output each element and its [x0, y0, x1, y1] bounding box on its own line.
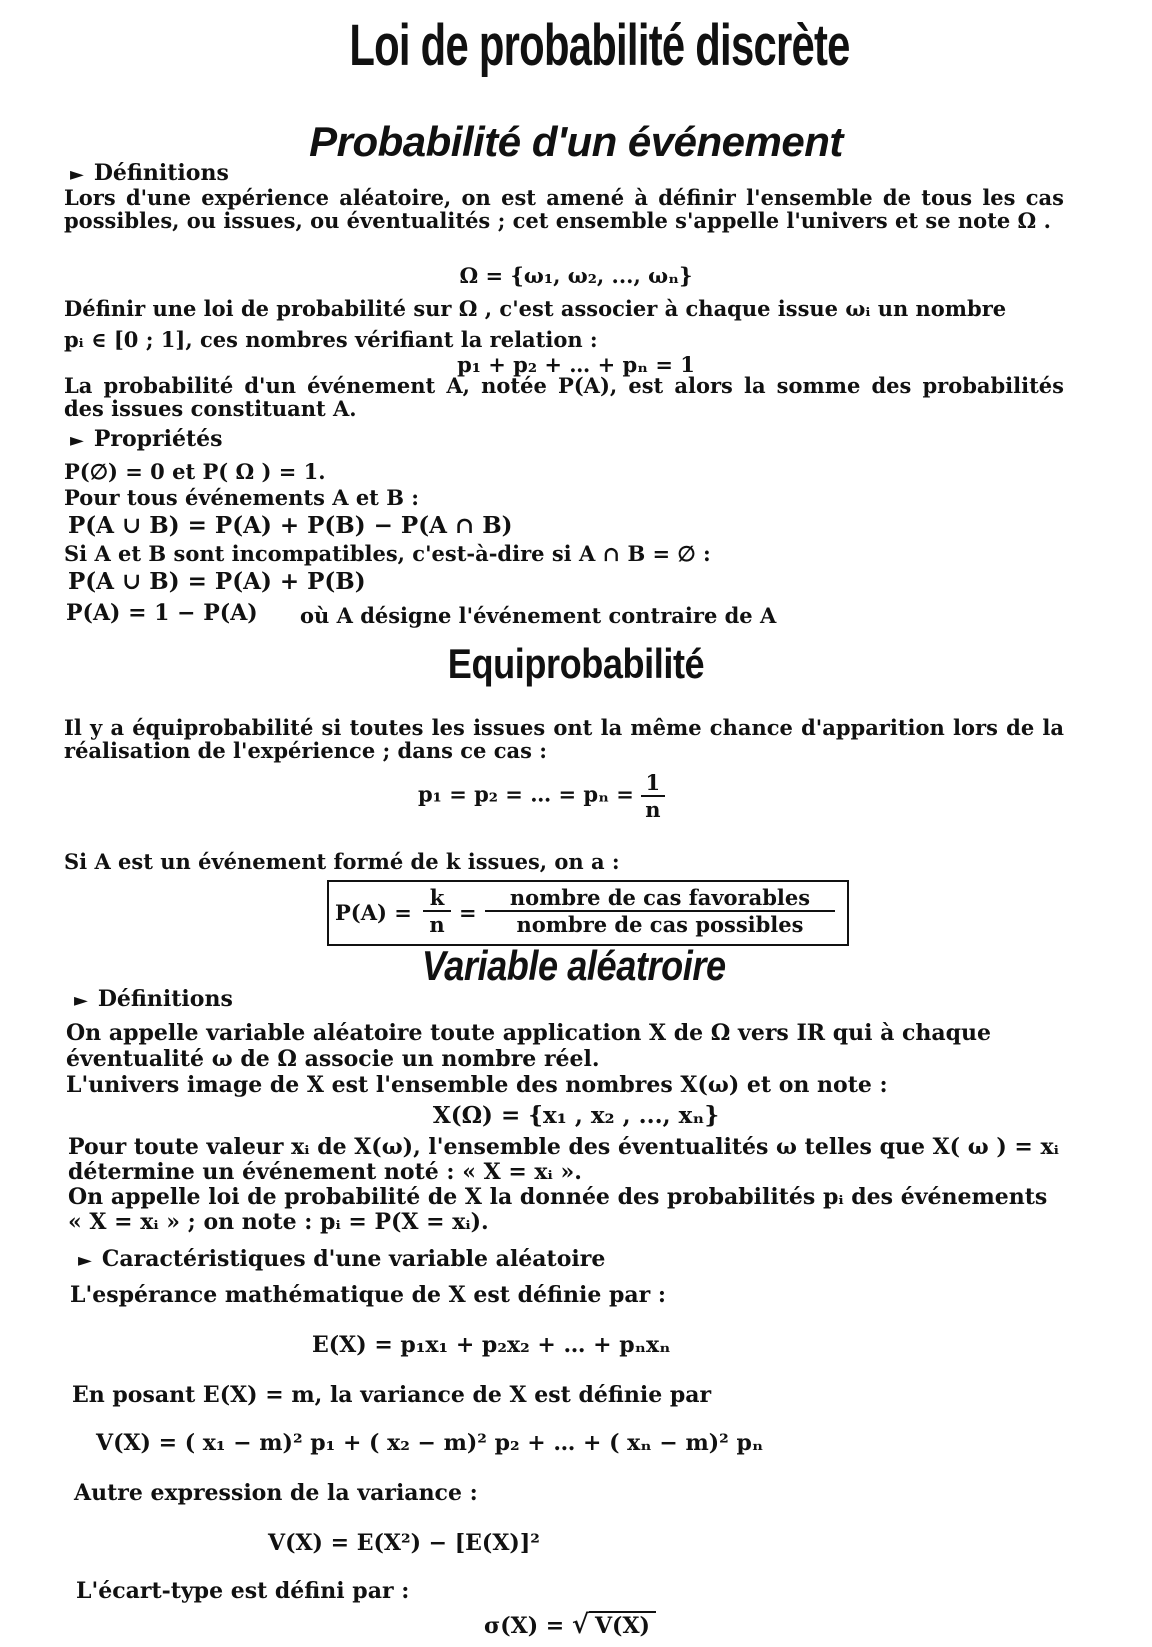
- paragraph-variable-line1: On appelle variable aléatoire toute application X de Ω vers IR qui à chaque: [66, 1020, 992, 1046]
- paragraph-loi-line1: Définir une loi de probabilité sur Ω , c'est associer à chaque issue ωᵢ un nombre: [64, 296, 1007, 321]
- property-incompatible: Si A et B sont incompatibles, c'est-à-dire si A ∩ B = ∅ :: [64, 541, 711, 566]
- property-empty-set: P(∅) = 0 et P( Ω ) = 1.: [64, 459, 326, 484]
- paragraph-event-line1: Pour toute valeur xᵢ de X(ω), l'ensemble des éventualités ω telles que X( ω ) = xᵢ: [68, 1134, 1059, 1160]
- properties-heading: ► Propriétés: [70, 426, 223, 452]
- property-union-incompatible: P(A ∪ B) = P(A) + P(B): [68, 568, 366, 595]
- boxed-probability-formula: [327, 880, 849, 946]
- paragraph-event-line2: détermine un événement noté : « X = xᵢ ».: [68, 1159, 582, 1185]
- paragraph-law-line2: « X = xᵢ » ; on note : pᵢ = P(X = xᵢ).: [68, 1209, 489, 1235]
- characteristics-heading: ► Caractéristiques d'une variable aléatoire: [78, 1246, 606, 1272]
- definitions-heading-1: ► Définitions: [70, 160, 229, 186]
- paragraph-probabilite-evenement: La probabilité d'un événement A, notée P(A), est alors la somme des probabilités des issues constituant A.: [64, 373, 1064, 421]
- alt-variance-formula: V(X) = E(X²) − [E(X)]²: [268, 1530, 540, 1556]
- box-cases-fraction: nombre de cas favorables nombre de cas possibles: [485, 885, 835, 937]
- triangle-bullet-icon: ►: [74, 990, 88, 1011]
- document-title: Loi de probabilité discrète: [349, 13, 850, 78]
- paragraph-univers: Lors d'une expérience aléatoire, on est amené à définir l'ensemble de tous les cas possibles, ou issues, ou éventualités ; cet ensemble s'appelle l'univers et se note Ω .: [64, 185, 1064, 233]
- standard-deviation-text: L'écart-type est défini par :: [76, 1578, 410, 1604]
- sum-formula: p₁ + p₂ + … + pₙ = 1: [457, 352, 695, 377]
- triangle-bullet-icon: ►: [78, 1250, 92, 1271]
- triangle-bullet-icon: ►: [70, 430, 84, 451]
- one-over-n-fraction: $\frac{1}{n}$: [641, 770, 664, 822]
- image-set-formula: X(Ω) = {x₁ , x₂ , ..., xₙ}: [432, 1102, 720, 1129]
- esperance-text: L'espérance mathématique de X est définie par :: [70, 1282, 666, 1308]
- variance-text: En posant E(X) = m, la variance de X est définie par: [72, 1382, 712, 1408]
- definitions-heading-2: ► Définitions: [74, 986, 233, 1012]
- property-union-formula: P(A ∪ B) = P(A) + P(B) − P(A ∩ B): [68, 512, 513, 539]
- section-title-probabilite: Probabilité d'un événement: [309, 118, 843, 165]
- property-complement-formula: P(A) = 1 − P(A): [66, 600, 258, 626]
- paragraph-variable-line2: éventualité ω de Ω associe un nombre réel.: [66, 1046, 600, 1072]
- alt-variance-text: Autre expression de la variance :: [74, 1480, 478, 1506]
- section-title-variable: Variable aléatroire: [421, 942, 726, 989]
- variance-formula: V(X) = ( x₁ − m)² p₁ + ( x₂ − m)² p₂ + … + ( xₙ − m)² pₙ: [96, 1430, 764, 1456]
- triangle-bullet-icon: ►: [70, 164, 84, 185]
- paragraph-equiprobabilite: Il y a équiprobabilité si toutes les issues ont la même chance d'apparition lors de la réalisation de l'expérience ; dans ce cas :: [64, 715, 1064, 763]
- equiprobability-formula: p₁ = p₂ = … = pₙ = $\frac{1}{n}$: [418, 770, 665, 822]
- square-root-icon: √: [571, 1610, 589, 1640]
- paragraph-univers-image: L'univers image de X est l'ensemble des nombres X(ω) et on note :: [66, 1072, 888, 1098]
- box-pa-label: P(A) =: [335, 900, 412, 925]
- box-equals: =: [459, 900, 477, 925]
- paragraph-loi-line2: pᵢ ∈ [0 ; 1], ces nombres vérifiant la relation :: [64, 327, 598, 352]
- box-k-over-n: k n: [423, 885, 451, 937]
- omega-formula: Ω = {ω₁, ω₂, ..., ωₙ}: [459, 263, 693, 288]
- paragraph-k-issues: Si A est un événement formé de k issues, on a :: [64, 849, 620, 874]
- standard-deviation-formula: σ(X) = √ V(X): [484, 1610, 656, 1640]
- esperance-formula: E(X) = p₁x₁ + p₂x₂ + … + pₙxₙ: [312, 1332, 671, 1358]
- property-complement-text: où A désigne l'événement contraire de A: [300, 603, 777, 628]
- paragraph-law-line1: On appelle loi de probabilité de X la donnée des probabilités pᵢ des événements: [68, 1184, 1048, 1210]
- section-title-equiprobabilite: Equiprobabilité: [447, 640, 705, 687]
- property-all-events: Pour tous événements A et B :: [64, 485, 420, 510]
